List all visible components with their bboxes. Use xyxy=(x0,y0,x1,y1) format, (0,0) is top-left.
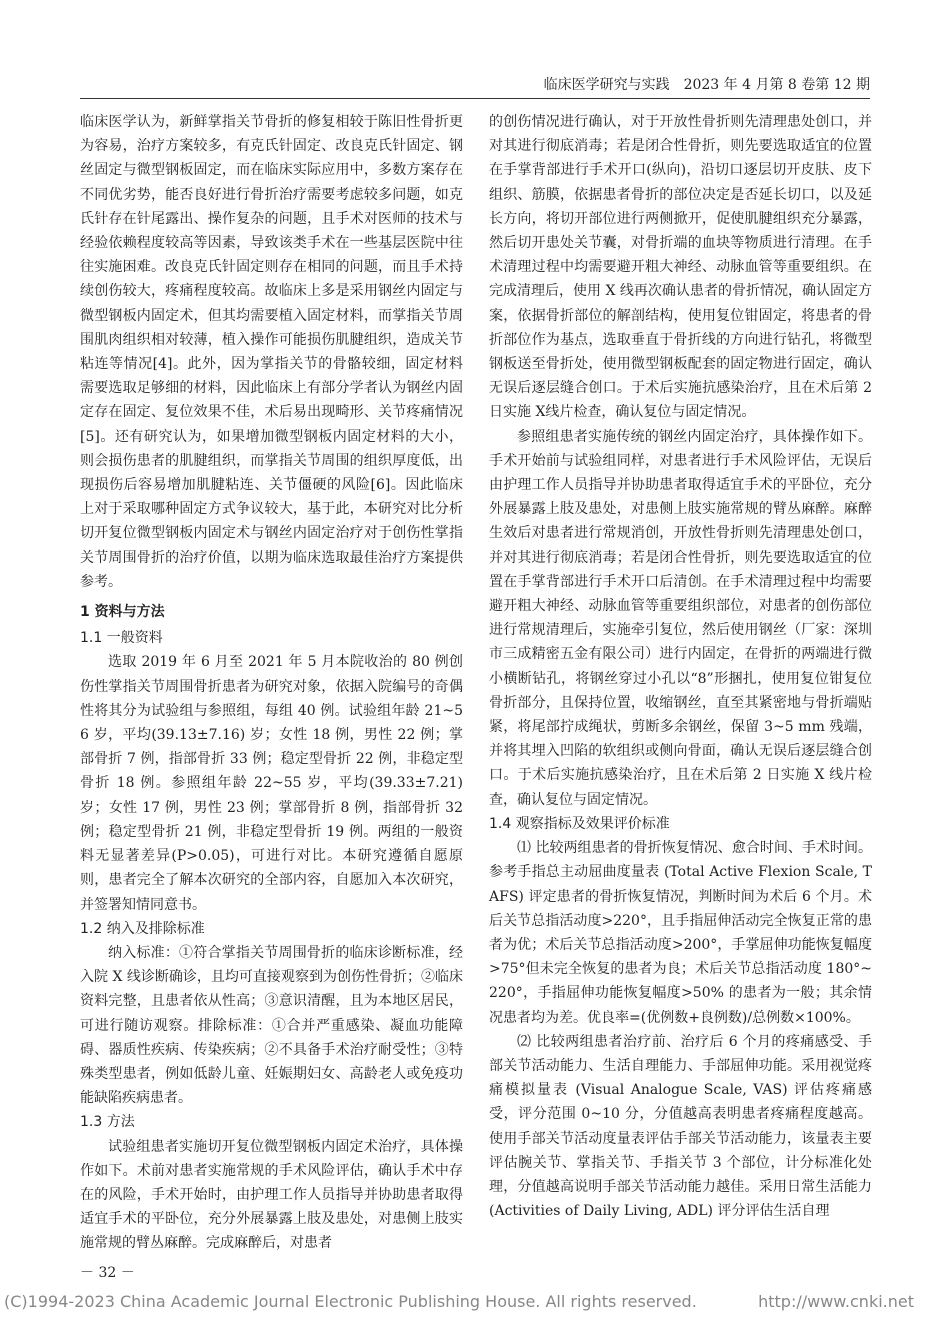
left-column xyxy=(80,110,463,1256)
paragraph: 试验组患者实施切开复位微型钢板内固定术治疗，具体操作如下。术前对患者实施常规的手术风险评估，确认手术中存在的风险，手术开始时，由护理工作人员指导并协助患者取得适宜手术的平卧位，充分外展暴露上肢及患处，对患侧上肢实施常规的臂丛麻醉。完成麻醉后，对患者 xyxy=(80,1138,463,1252)
paragraph: 临床医学认为，新鲜掌指关节骨折的修复相较于陈旧性骨折更为容易，治疗方案较多，有克氏针固定、改良克氏针固定、钢丝固定与微型钢板固定，而在临床实际应用中，多数方案存在不同优劣势，能否良好进行骨折治疗需要考虑较多问题，如克氏针存在针尾露出、操作复杂的问题，且手术对医师的技术与经验依赖程度较高等因素，导致该类手术在一些基层医院中往往实施困难。改良克氏针固定则存在相同的问题，而且手术持续创伤较大，疼痛程度较高。故临床上多是采用钢丝内固定与微型钢板内固定术，但其均需要植入固定材料，而掌指关节周围肌肉组织相对较薄，植入操作可能损伤肌腱组织，造成关节粘连等情况[4]。此外，因为掌指关节的骨骼较细，固定材料需要选取足够细的材料，因此临床上有部分学者认为钢丝内固定存在固定、复位效果不佳，术后易出现畸形、关节疼痛情况[5]。还有研究认为，如果增加微型钢板内固定材料的大小，则会损伤患者的肌腱组织，而掌指关节周围的组织厚度低，出现损伤后容易增加肌腱粘连、关节僵硬的风险[6]。因此临床上对于采取哪种固定方式争议较大，基于此，本研究对比分析切开复位微型钢板内固定术与钢丝内固定治疗对于创伤性掌指关节周围骨折的治疗价值，以期为临床选取最佳治疗方案提供参考。 xyxy=(80,114,463,590)
paragraph: 选取 2019 年 6 月至 2021 年 5 月本院收治的 80 例创伤性掌指关节周围骨折患者为研究对象，依据入院编号的奇偶性将其分为试验组与参照组，每组 40 例。试验组年龄 21~56 岁，平均(39.13±7.16) 岁；女性 18 例，男性 22 例；掌部骨折 7 例，指部骨折 33 例；稳定型骨折 22 例，非稳定型骨折 18 例。参照组年龄 22~55 岁，平均(39.33±7.21) 岁；女性 17 例，男性 23 例；掌部骨折 8 例，指部骨折 32 例；稳定型骨折 21 例，非稳定型骨折 19 例。两组的一般资料无显著差异(P>0.05)，可进行对比。本研究遵循自愿原则，患者完全了解本次研究的全部内容，自愿加入本次研究，并签署知情同意书。 xyxy=(80,654,463,913)
website-link[interactable]: http://www.cnki.net xyxy=(758,1292,914,1311)
paragraph: 的创伤情况进行确认，对于开放性骨折则先清理患处创口，并对其进行彻底消毒；若是闭合性骨折，则先要选取适宜的位置在手掌背部进行手术开口(纵向)，沿切口逐层切开皮肤、皮下组织、筋膜，依据患者骨折的部位决定是否延长切口，以及延长方向，将切开部位进行两侧掀开，促使肌腱组织充分暴露，然后切开患处关节囊，对骨折端的血块等物质进行清理。在手术清理过程中均需要避开粗大神经、动脉血管等重要组织。在完成清理后，使用 X 线再次确认患者的骨折情况，确认固定方案，依据骨折部位的解剖结构，使用复位钳固定，将患者的骨折部位作为基点，选取垂直于骨折线的方向进行钻孔，将微型钢板送至骨折处，使用微型钢板配套的固定物进行固定，确认无误后逐层缝合创口。于术后实施抗感染治疗，且在术后第 2 日实施 X线片检查，确认复位与固定情况。 xyxy=(489,114,872,421)
paragraph: 参照组患者实施传统的钢丝内固定治疗，具体操作如下。手术开始前与试验组同样，对患者进行手术风险评估，无误后由护理工作人员指导并协助患者取得适宜手术的平卧位，充分外展暴露上肢及患处，对患侧上肢实施常规的臂丛麻醉。麻醉生效后对患者进行常规消创，开放性骨折则先清理患处创口，并对其进行彻底消毒；若是闭合性骨折，则先要选取适宜的位置在手掌背部进行手术开口后清创。在手术清理过程中均需要避开粗大神经、动脉血管等重要组织部位，对患者的创伤部位进行常规清理后，实施牵引复位，然后使用钢丝（厂家：深圳市三成精密五金有限公司）进行内固定，在骨折的两端进行微小横断钻孔，将钢丝穿过小孔以“8”形捆扎，使用复位钳复位骨折部分，且保持位置，收缩钢丝，直至其紧密地与骨折端贴紧，将尾部拧成绳状，剪断多余钢丝，保留 3~5 mm 残端，并将其埋入凹陷的软组织或侧向骨面，确认无误后逐层缝合创口。于术后实施抗感染治疗，且在术后第 2 日实施 X 线片检查，确认复位与固定情况。 xyxy=(489,428,872,808)
subsection-heading: 1.2 纳入及排除标准 xyxy=(80,920,205,937)
footer xyxy=(0,1288,950,1318)
subsection-heading: 1.1 一般资料 xyxy=(80,630,163,647)
page-number: － 32 － xyxy=(80,1265,135,1281)
subsection-heading: 1.3 方法 xyxy=(80,1114,135,1131)
subsection-heading: 1.4 观察指标及效果评价标准 xyxy=(489,815,670,832)
journal-title: 临床医学研究与实践 2023 年 4 月第 8 卷第 12 期 xyxy=(543,77,870,93)
paragraph: ⑴ 比较两组患者的骨折恢复情况、愈合时间、手术时间。参考手指总主动屈曲度量表 (Total Active Flexion Scale, TAFS) 评定患者的骨折恢复情况，判断时间为术后 6 个月。术后关节总指活动度>220°，且手指屈伸活动完全恢复正常的患者为优；术后关节总指活动度>200°，手掌屈伸功能恢复幅度>75°但未完全恢复的患者为良；术后关节总指活动度 180°~220°，手指屈伸功能恢复幅度>50% 的患者为一般；其余情况患者均为差。优良率=(优例数+良例数)/总例数×100%。 xyxy=(489,840,872,1026)
right-column xyxy=(489,110,872,1223)
paragraph: 纳入标准：①符合掌指关节周围骨折的临床诊断标准，经入院 X 线诊断确诊，且均可直接观察到为创伤性骨折；②临床资料完整，且患者依从性高；③意识清醒，且为本地区居民，可进行随访观察。排除标准：①合并严重感染、凝血功能障碍、器质性疾病、传染疾病；②不具备手术治疗耐受性；③特殊类型患者，例如低龄儿童、妊娠期妇女、高龄老人或免疫功能缺陷疾病患者。 xyxy=(80,944,463,1107)
paragraph: ⑵ 比较两组患者治疗前、治疗后 6 个月的疼痛感受、手部关节活动能力、生活自理能力、手部屈伸功能。采用视觉疼痛模拟量表 (Visual Analogue Scale, VAS) 评估疼痛感受，评分范围 0~10 分，分值越高表明患者疼痛程度越高。使用手部关节活动度量表评估手部关节活动能力，该量表主要评估腕关节、掌指关节、手指关节 3 个部位，计分标准化处理，分值越高说明手部关节活动能力越佳。采用日常生活能力 (Activities of Daily Living, ADL) 评分评估生活自理 xyxy=(489,1033,872,1220)
running-header xyxy=(80,74,870,99)
copyright-notice: (C)1994-2023 China Academic Journal Electronic Publishing House. All rights reserved. xyxy=(4,1292,697,1311)
section-heading: 1 资料与方法 xyxy=(80,604,165,621)
